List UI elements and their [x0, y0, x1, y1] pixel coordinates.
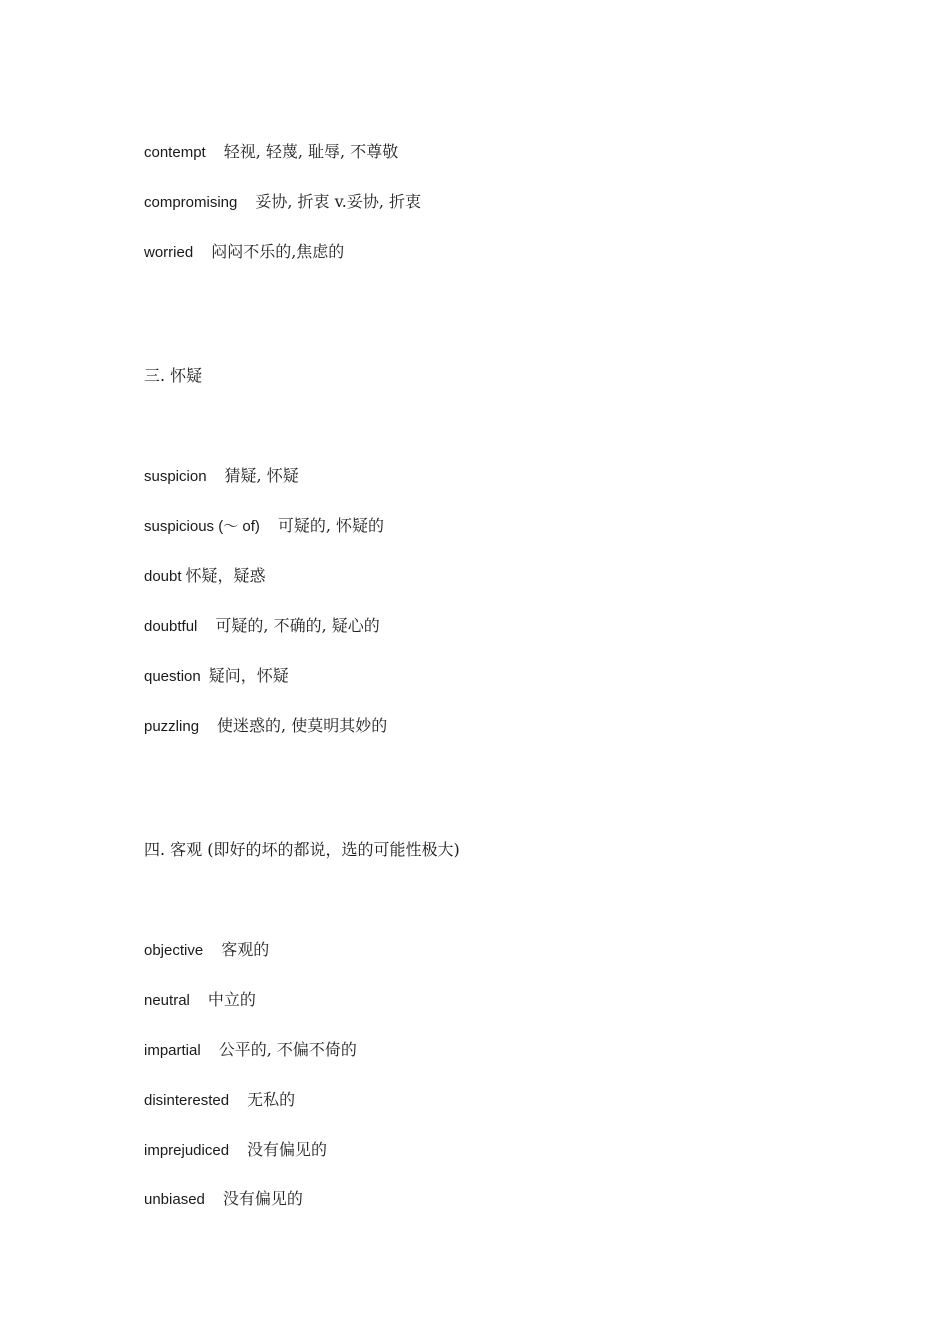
vocab-entry [144, 516, 384, 537]
vocab-entry [144, 1040, 357, 1061]
vocab-meaning: 无私的 [247, 1090, 296, 1109]
vocab-meaning: 没有偏见的 [247, 1140, 328, 1159]
vocab-meaning: 可疑的, 怀疑的 [277, 516, 385, 535]
vocab-word: suspicious (～ of) [144, 518, 260, 535]
vocab-entry [144, 616, 380, 637]
vocab-entry [144, 940, 269, 961]
vocab-word: compromising [144, 194, 238, 211]
vocab-entry [144, 1189, 303, 1210]
vocab-meaning: 公平的, 不偏不倚的 [218, 1040, 357, 1059]
vocab-entry [144, 566, 266, 587]
vocab-meaning: 闷闷不乐的,焦虑的 [211, 242, 345, 261]
vocab-word: neutral [144, 992, 190, 1009]
vocab-word: worried [144, 244, 194, 261]
vocab-meaning: 中立的 [207, 990, 256, 1009]
vocab-word: puzzling [144, 718, 200, 735]
vocab-word: question [144, 668, 201, 685]
vocab-entry [144, 192, 421, 213]
vocab-meaning: 妥协, 折衷 v.妥协, 折衷 [255, 192, 422, 211]
vocab-meaning: 猜疑, 怀疑 [224, 466, 299, 485]
vocab-word: impartial [144, 1042, 201, 1059]
vocab-word: disinterested [144, 1092, 230, 1109]
vocab-meaning: 没有偏见的 [222, 1189, 303, 1208]
vocab-word: doubt [144, 568, 182, 585]
vocab-entry [144, 666, 289, 687]
vocab-word: imprejudiced [144, 1142, 230, 1159]
vocab-entry [144, 466, 299, 487]
vocab-word: unbiased [144, 1191, 205, 1208]
vocab-meaning: 可疑的, 不确的, 疑心的 [215, 616, 380, 635]
section-heading: 三. 怀疑 [144, 366, 203, 385]
vocab-word: objective [144, 942, 204, 959]
vocab-entry [144, 1140, 327, 1161]
vocab-entry [144, 716, 387, 737]
vocab-meaning: 轻视, 轻蔑, 耻辱, 不尊敬 [223, 142, 399, 161]
vocab-word: contempt [144, 144, 206, 161]
vocab-meaning: 使迷惑的, 使莫明其妙的 [217, 716, 388, 735]
vocab-entry [144, 142, 398, 163]
vocab-entry [144, 242, 344, 263]
vocab-meaning: 疑问，怀疑 [208, 666, 289, 685]
vocab-word: suspicion [144, 468, 207, 485]
vocab-meaning: 怀疑，疑惑 [185, 566, 266, 585]
vocab-meaning: 客观的 [221, 940, 270, 959]
section-heading: 四. 客观 (即好的坏的都说，选的可能性极大) [144, 840, 460, 859]
vocab-entry [144, 1090, 295, 1111]
vocab-entry [144, 990, 256, 1011]
vocab-word: doubtful [144, 618, 198, 635]
